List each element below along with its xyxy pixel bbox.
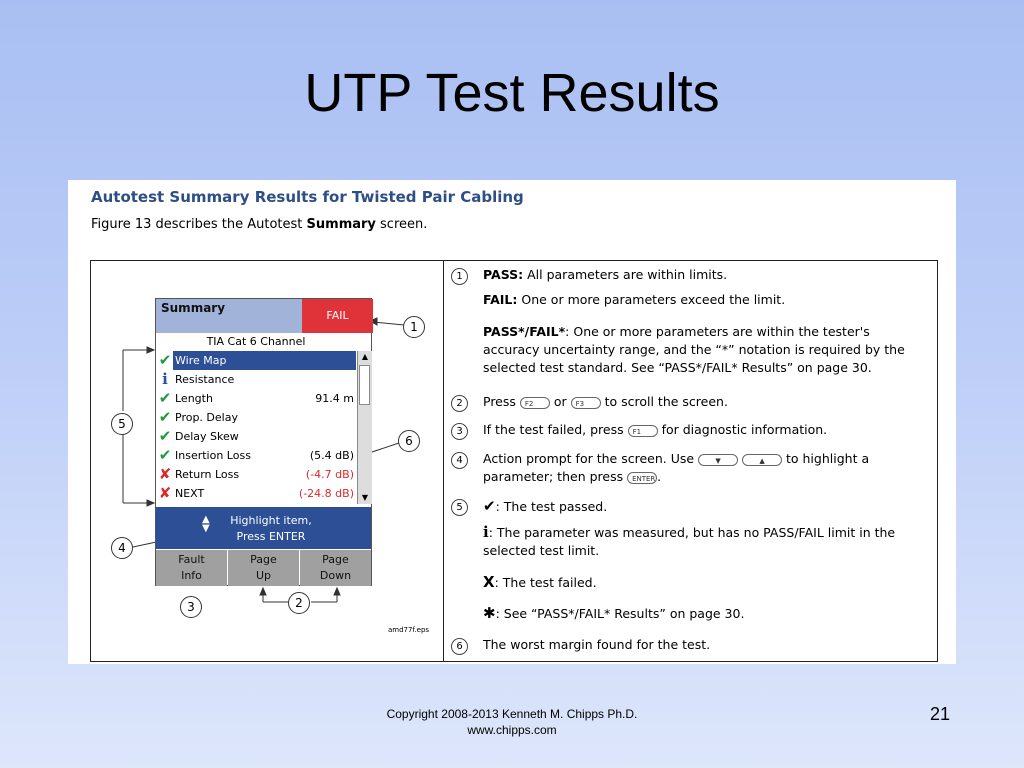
fault-info-softkey[interactable]: Fault Info <box>156 550 227 586</box>
result-label: Prop. Delay <box>175 411 238 424</box>
result-label: Insertion Loss <box>175 449 251 462</box>
check-icon: ✔ <box>158 427 172 445</box>
intro-text: Figure 13 describes the Autotest <box>91 217 307 232</box>
legend-x: X: The test failed. <box>483 573 597 591</box>
up-down-arrows-icon: ▲ ▼ <box>202 514 210 534</box>
legend-scroll: Press F2 or F3 to scroll the screen. <box>483 394 728 409</box>
doc-intro <box>91 217 427 232</box>
action-prompt <box>156 507 371 549</box>
x-icon: ✘ <box>158 484 172 502</box>
check-icon: ✔ <box>158 446 172 464</box>
scroll-up-icon[interactable]: ▲ <box>361 352 369 361</box>
result-row-prop-delay[interactable] <box>156 408 356 427</box>
result-value: (5.4 dB) <box>309 449 354 462</box>
x-icon: X <box>483 573 495 591</box>
result-label: Wire Map <box>175 354 227 367</box>
check-icon: ✔ <box>483 497 496 515</box>
results-list <box>156 351 356 503</box>
result-value: (-4.7 dB) <box>305 468 354 481</box>
result-label: NEXT <box>175 487 205 500</box>
result-value: 91.4 m <box>315 392 354 405</box>
legend-star: ✱: See “PASS*/FAIL* Results” on page 30. <box>483 604 745 622</box>
result-label: Resistance <box>175 373 235 386</box>
result-row-wire-map[interactable] <box>156 351 356 370</box>
result-label: Return Loss <box>175 468 240 481</box>
intro-bold: Summary <box>306 217 376 232</box>
check-icon: ✔ <box>158 351 172 369</box>
page-up-softkey[interactable]: Page Up <box>228 550 299 586</box>
legend-worst-margin: The worst margin found for the test. <box>483 637 711 652</box>
result-row-delay-skew[interactable] <box>156 427 356 446</box>
legend-pass: PASS: All parameters are within limits. <box>483 267 728 282</box>
doc-heading: Autotest Summary Results for Twisted Pair Cabling <box>91 188 524 206</box>
enter-key-icon: ENTER <box>627 472 657 484</box>
check-icon: ✔ <box>158 389 172 407</box>
softkey-bar <box>156 550 371 586</box>
legend-info: i: The parameter was measured, but has no PASS/FAIL limit in the selected test limit. <box>483 523 896 558</box>
figure-table <box>90 260 938 662</box>
result-row-next[interactable] <box>156 484 356 503</box>
prompt-line-1: Highlight item, <box>230 514 312 527</box>
website-line: www.chipps.com <box>467 723 557 737</box>
scroll-thumb[interactable] <box>359 365 370 405</box>
result-row-resistance[interactable] <box>156 370 356 389</box>
page-number: 21 <box>930 704 951 724</box>
legend-num-6: 6 <box>451 638 468 655</box>
result-row-return-loss[interactable] <box>156 465 356 484</box>
check-icon: ✔ <box>158 408 172 426</box>
figure-code: amd77f.eps <box>388 626 430 634</box>
legend-fail: FAIL: One or more parameters exceed the limit. <box>483 292 786 307</box>
result-value: (-24.8 dB) <box>298 487 354 500</box>
page-down-softkey[interactable]: Page Down <box>300 550 371 586</box>
tester-screen <box>155 298 372 586</box>
callout-4: 4 <box>111 537 133 559</box>
info-icon: i <box>162 370 168 388</box>
copyright-line: Copyright 2008-2013 Kenneth M. Chipps Ph.D. <box>386 707 638 721</box>
result-label: Delay Skew <box>175 430 239 443</box>
f2-key-icon: F2 <box>520 397 550 409</box>
legend-num-3: 3 <box>451 423 468 440</box>
x-icon: ✘ <box>158 465 172 483</box>
legend-pass-fail-star: PASS*/FAIL*: One or more parameters are within the tester's accuracy uncertainty range, and the “*” notation is required by the selected test standard. See “PASS*/FAIL* Results” on page 30. <box>483 324 905 375</box>
result-label: Length <box>175 392 213 405</box>
screen-title: Summary <box>156 299 302 333</box>
legend-num-4: 4 <box>451 452 468 469</box>
result-row-insertion-loss[interactable] <box>156 446 356 465</box>
callout-1: 1 <box>403 316 425 338</box>
copyright-footer <box>300 706 724 738</box>
screen-header <box>156 299 371 333</box>
info-icon: i <box>483 523 489 541</box>
prompt-line-2: Press ENTER <box>236 530 306 543</box>
callout-2: 2 <box>288 592 310 614</box>
test-standard-label: TIA Cat 6 Channel <box>206 335 306 348</box>
legend-check: ✔: The test passed. <box>483 497 608 515</box>
scrollbar[interactable] <box>357 351 372 504</box>
callout-3: 3 <box>180 596 202 618</box>
document-panel <box>68 180 956 664</box>
legend-action-prompt: Action prompt for the screen. Use ▼ ▲ to highlight a parameter; then press ENTER . <box>483 451 870 484</box>
asterisk-icon: ✱ <box>483 604 496 622</box>
fail-status-badge: FAIL <box>302 299 373 333</box>
legend-num-1: 1 <box>451 268 468 285</box>
callout-6: 6 <box>398 430 420 452</box>
intro-tail: screen. <box>375 217 428 232</box>
legend-diagnostic: If the test failed, press F1 for diagnostic information. <box>483 422 828 437</box>
scroll-down-icon[interactable]: ▼ <box>361 493 369 502</box>
down-arrow-key-icon: ▼ <box>698 454 738 466</box>
callout-5: 5 <box>111 413 133 435</box>
f3-key-icon: F3 <box>571 397 601 409</box>
result-row-length[interactable] <box>156 389 356 408</box>
f1-key-icon: F1 <box>628 425 658 437</box>
legend <box>444 261 937 661</box>
slide-title: UTP Test Results <box>304 63 720 123</box>
legend-num-2: 2 <box>451 395 468 412</box>
legend-num-5: 5 <box>451 499 468 516</box>
up-arrow-key-icon: ▲ <box>742 454 782 466</box>
